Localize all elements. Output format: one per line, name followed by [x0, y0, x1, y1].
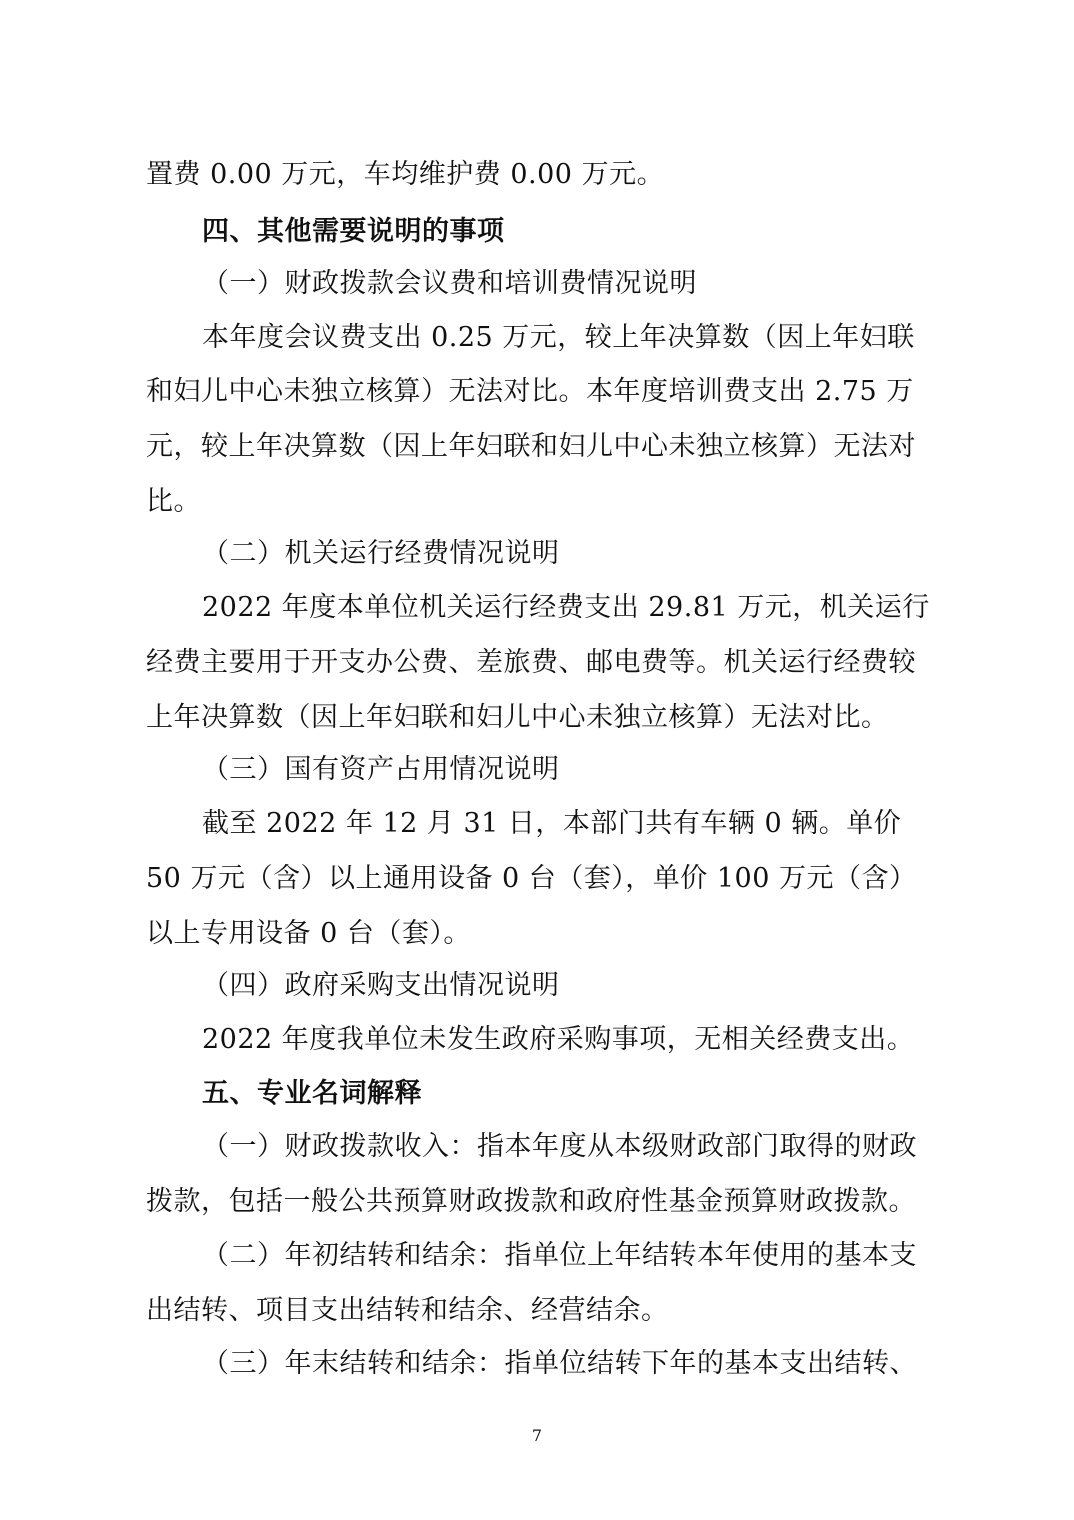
text-line: 截至 2022 年 12 月 31 日，本部门共有车辆 0 辆。单价 [202, 808, 902, 839]
text-line: 和妇儿中心未独立核算）无法对比。本年度培训费支出 2.75 万 [146, 376, 914, 407]
text-line: 比。 [146, 486, 201, 517]
text-line: 本年度会议费支出 0.25 万元，较上年决算数（因上年妇联 [202, 322, 915, 353]
subsection-heading: （二）机关运行经费情况说明 [202, 538, 560, 569]
text-line: 50 万元（含）以上通用设备 0 台（套），单价 100 万元（含） [146, 863, 917, 894]
text-line: 经费主要用于开支办公费、差旅费、邮电费等。机关运行经费较 [146, 647, 916, 678]
section-heading-4: 四、其他需要说明的事项 [202, 216, 505, 247]
text-line: 拨款，包括一般公共预算财政拨款和政府性基金预算财政拨款。 [146, 1186, 916, 1217]
page-number: 7 [531, 1426, 543, 1445]
subsection-heading: （四）政府采购支出情况说明 [202, 970, 560, 1001]
text-line: 置费 0.00 万元，车均维护费 0.00 万元。 [146, 159, 665, 190]
text-line: 以上专用设备 0 台（套）。 [146, 918, 471, 949]
text-line: （三）年末结转和结余：指单位结转下年的基本支出结转、 [202, 1348, 917, 1379]
text-line: 上年决算数（因上年妇联和妇儿中心未独立核算）无法对比。 [146, 702, 889, 733]
text-line: （一）财政拨款收入：指本年度从本级财政部门取得的财政 [202, 1131, 917, 1162]
text-line: 元，较上年决算数（因上年妇联和妇儿中心未独立核算）无法对 [146, 431, 916, 462]
text-line: 出结转、项目支出结转和结余、经营结余。 [146, 1295, 669, 1326]
text-line: 2022 年度我单位未发生政府采购事项，无相关经费支出。 [202, 1024, 915, 1055]
subsection-heading: （一）财政拨款会议费和培训费情况说明 [202, 268, 697, 299]
text-line: 2022 年度本单位机关运行经费支出 29.81 万元，机关运行 [202, 592, 930, 623]
section-heading-5: 五、专业名词解释 [202, 1078, 422, 1109]
subsection-heading: （三）国有资产占用情况说明 [202, 754, 560, 785]
text-line: （二）年初结转和结余：指单位上年结转本年使用的基本支 [202, 1240, 917, 1271]
